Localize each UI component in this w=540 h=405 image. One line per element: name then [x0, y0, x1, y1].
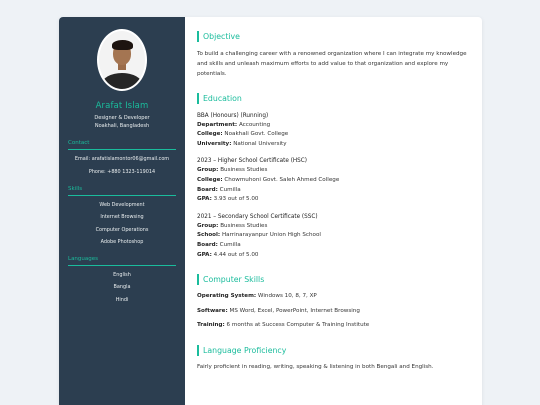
language-item: Bangla	[113, 284, 131, 290]
computer-skill-line: Software: MS Word, Excel, PowerPoint, Internet Browsing	[197, 307, 360, 314]
profile-photo	[99, 31, 145, 89]
education-detail: College: Noakhali Govt. College	[197, 131, 289, 138]
education-entry-title: 2021 – Secondary School Certificate (SSC)	[197, 213, 318, 220]
education-detail: GPA: 3.93 out of 5.00	[197, 196, 259, 203]
profile-location: Noakhali, Bangladesh	[94, 122, 150, 129]
skill-item: Computer Operations	[95, 226, 149, 233]
computer-skills-list	[197, 292, 470, 331]
main-content	[185, 17, 482, 405]
language-item: English	[113, 271, 131, 278]
education-detail: GPA: 4.44 out of 5.00	[197, 251, 259, 258]
education-entry-title: BBA (Honours) (Running)	[197, 112, 269, 119]
education-entry-title: 2023 – Higher School Certificate (HSC)	[197, 158, 307, 165]
education-detail: Group: Business Studies	[197, 167, 268, 174]
skill-item: Internet Browsing	[100, 214, 144, 220]
objective-section	[197, 31, 470, 80]
profile-name: Arafat Islam	[95, 101, 149, 111]
avatar	[97, 29, 147, 91]
education-detail: Board: Cumilla	[197, 241, 241, 248]
computer-skills-heading: Computer Skills	[197, 274, 470, 285]
objective-text: To build a challenging career with a renowned organization where I can integrate my knowledge and skills and unleash maximum efforts to add value to that organization and explore my potentials.	[197, 51, 467, 78]
education-heading: Education	[197, 93, 470, 104]
sidebar	[59, 17, 185, 405]
education-detail: Group: Business Studies	[197, 222, 268, 229]
skill-item: Web Development	[99, 201, 145, 208]
skills-heading: Skills	[68, 186, 176, 196]
profile-title: Designer & Developer	[94, 115, 150, 121]
contact-heading: Contact	[68, 140, 176, 150]
education-section	[197, 93, 470, 261]
photo-hair	[112, 40, 133, 50]
resume-card	[59, 17, 482, 405]
education-detail: Department: Accounting	[197, 121, 271, 128]
language-item: Hindi	[115, 296, 129, 303]
education-entry	[197, 157, 470, 204]
education-entry	[197, 112, 470, 150]
languages-list	[68, 272, 176, 304]
skills-list	[68, 202, 176, 247]
computer-skills-section	[197, 274, 470, 331]
education-detail: University: National University	[197, 140, 287, 147]
skill-item: Adobe Photoshop	[100, 239, 144, 245]
computer-skill-line: Operating System: Windows 10, 8, 7, XP	[197, 293, 317, 300]
contact-email[interactable]: Email: arafatislamontor06@gmail.com	[74, 156, 170, 162]
education-detail: Board: Cumilla	[197, 186, 241, 193]
photo-shoulders	[102, 73, 142, 89]
languages-heading: Languages	[68, 256, 176, 266]
contact-phone[interactable]: Phone: +880 1323-119014	[88, 169, 156, 175]
language-proficiency-heading: Language Proficiency	[197, 345, 470, 356]
education-detail: School: Harrinarayanpur Union High School	[197, 232, 321, 239]
computer-skill-line: Training: 6 months at Success Computer & Training Institute	[197, 322, 370, 329]
education-entry	[197, 213, 470, 260]
education-detail: College: Chowmuhoni Govt. Saleh Ahmed College	[197, 176, 340, 183]
contact-list	[68, 156, 176, 176]
language-proficiency-section	[197, 345, 470, 372]
objective-heading: Objective	[197, 31, 470, 42]
language-proficiency-text: Fairly proficient in reading, writing, speaking & listening in both Bengali and English.	[197, 363, 434, 370]
